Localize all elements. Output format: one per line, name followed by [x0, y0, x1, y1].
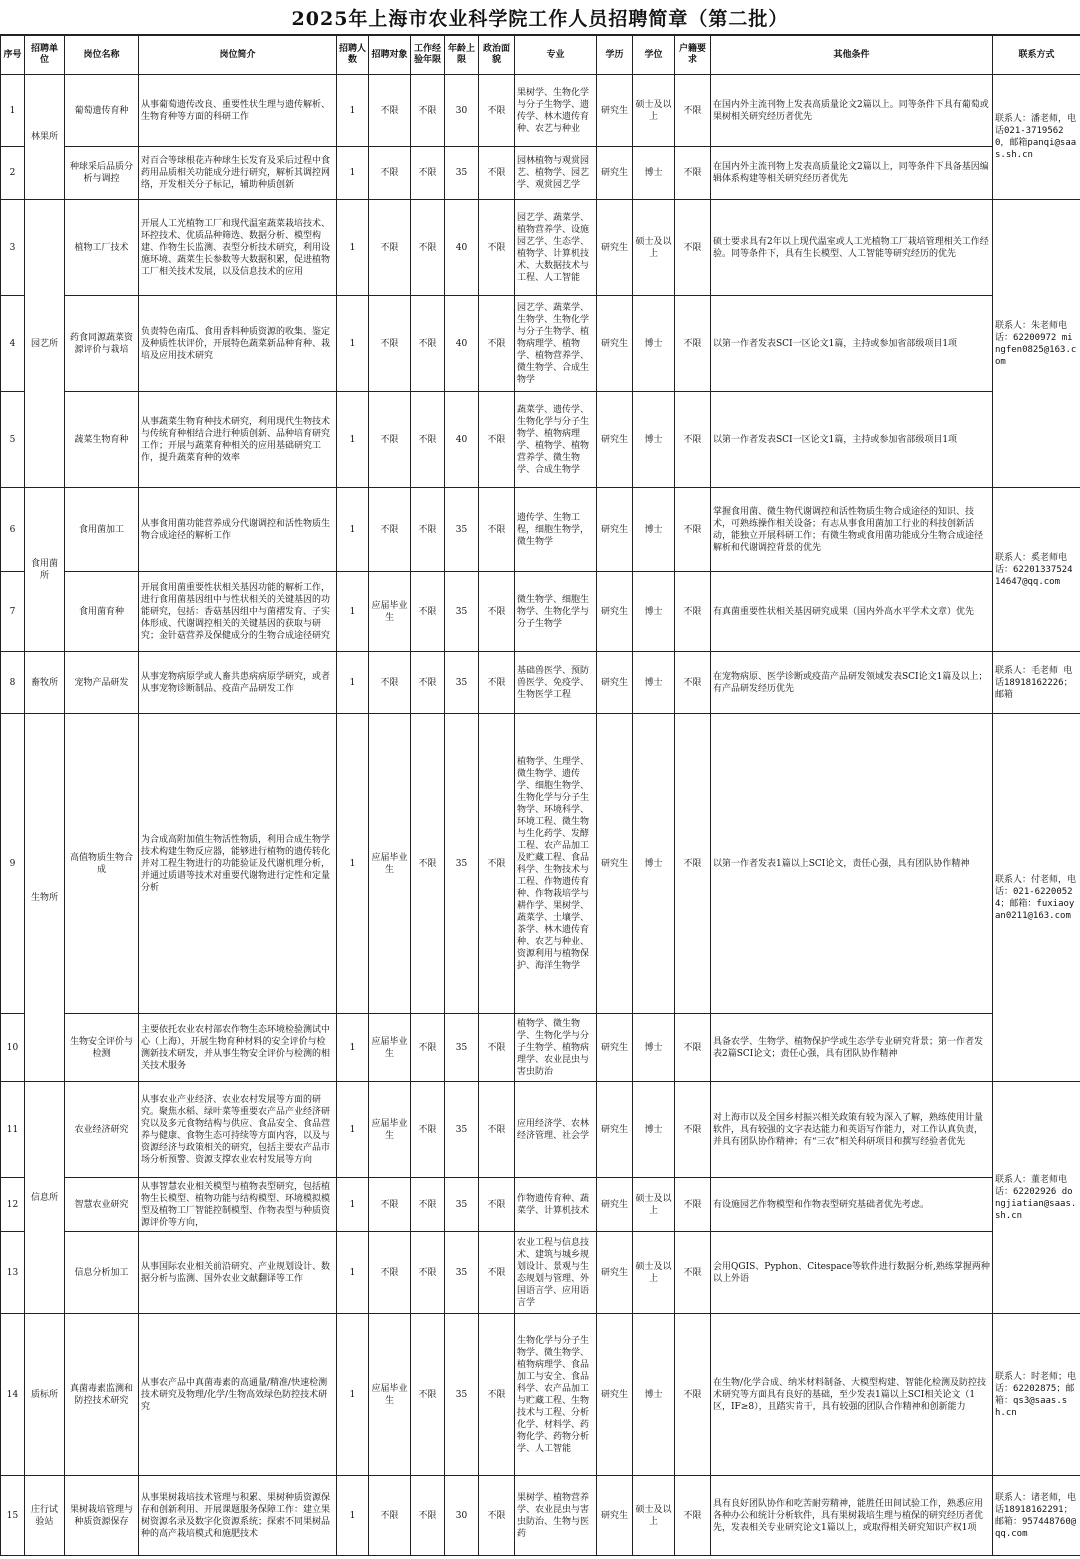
work-exp: 不限: [411, 1178, 445, 1232]
work-exp: 不限: [411, 488, 445, 572]
header-political: 政治面貌: [479, 36, 515, 75]
header-unit: 招聘单位: [25, 36, 65, 75]
political: 不限: [479, 147, 515, 200]
education: 研究生: [597, 1476, 633, 1556]
age-limit: 35: [445, 488, 479, 572]
row-index: 14: [1, 1314, 25, 1476]
position-desc: 从事果树栽培技术管理与积累、果树种质资源保存和创新利用、开展课题服务保障工作：建立果树资源名录及数字化资源系统；探索不同果树品种的高产栽培模式和施肥技术: [139, 1476, 337, 1556]
row-index: 3: [1, 200, 25, 296]
row-index: 7: [1, 572, 25, 652]
degree: 博士: [633, 572, 675, 652]
other-conditions: 在国内外主流刊物上发表高质量论文2篇以上。同等条件下具有葡萄或果树相关研究经历者优先: [711, 75, 993, 147]
major: 植物学、微生物学、生物化学与分子生物学、植物病理学、农业昆虫与害虫防治: [515, 1014, 597, 1082]
contact-info: 联系人：诸老师，电话18918162291；邮箱：957448760@qq.com: [993, 1476, 1080, 1556]
education: 研究生: [597, 296, 633, 392]
hukou: 不限: [675, 296, 711, 392]
age-limit: 30: [445, 75, 479, 147]
table-row: [1, 296, 1080, 392]
hukou: 不限: [675, 147, 711, 200]
table-row: [1, 1082, 1080, 1178]
age-limit: 35: [445, 1314, 479, 1476]
degree: 博士: [633, 1082, 675, 1178]
degree: 博士: [633, 147, 675, 200]
hukou: 不限: [675, 1476, 711, 1556]
position-desc: 从事蔬菜生物育种技术研究，利用现代生物技术与传统育种相结合进行种质创新、品种培育研究工作；开展与蔬菜育种相关的应用基础研究工作，提升蔬菜育种的效率: [139, 392, 337, 488]
hire-count: 1: [337, 1082, 369, 1178]
position-name: 食用菌育种: [65, 572, 139, 652]
hire-count: 1: [337, 1476, 369, 1556]
position-name: 药食同源蔬菜资源评价与栽培: [65, 296, 139, 392]
row-index: 8: [1, 652, 25, 714]
page-title: 2025年上海市农业科学院工作人员招聘简章（第二批）: [0, 0, 1080, 35]
education: 研究生: [597, 652, 633, 714]
contact-info: 联系人：毛老师 电话18918162226；邮箱: [993, 652, 1080, 714]
degree: 博士: [633, 296, 675, 392]
table-row: [1, 572, 1080, 652]
work-exp: 不限: [411, 147, 445, 200]
work-exp: 不限: [411, 1082, 445, 1178]
position-name: 高值物质生物合成: [65, 714, 139, 1014]
other-conditions: 有设施园艺作物模型和作物表型研究基础者优先考虑。: [711, 1178, 993, 1232]
political: 不限: [479, 488, 515, 572]
hukou: 不限: [675, 1232, 711, 1314]
degree: 硕士及以上: [633, 1232, 675, 1314]
row-index: 15: [1, 1476, 25, 1556]
political: 不限: [479, 714, 515, 1014]
major: 果树学、植物营养学、农业昆虫与害虫防治、生物与医药: [515, 1476, 597, 1556]
other-conditions: 在国内外主流刊物上发表高质量论文2篇以上，同等条件下具备基因编辑体系构建等相关研究经历者优先: [711, 147, 993, 200]
hire-target: 不限: [369, 392, 411, 488]
table-row: [1, 392, 1080, 488]
political: 不限: [479, 1314, 515, 1476]
political: 不限: [479, 75, 515, 147]
education: 研究生: [597, 714, 633, 1014]
contact-info: 联系人：潘老师，电话021-37195620，邮箱panqi@saas.sh.cn: [993, 75, 1080, 200]
header-count: 招聘人数: [337, 36, 369, 75]
header-position: 岗位名称: [65, 36, 139, 75]
work-exp: 不限: [411, 714, 445, 1014]
hire-count: 1: [337, 1014, 369, 1082]
political: 不限: [479, 1014, 515, 1082]
work-exp: 不限: [411, 200, 445, 296]
position-name: 果树栽培管理与种质资源保存: [65, 1476, 139, 1556]
table-row: [1, 1014, 1080, 1082]
hukou: 不限: [675, 75, 711, 147]
hukou: 不限: [675, 1178, 711, 1232]
header-age: 年龄上限: [445, 36, 479, 75]
position-desc: 从事葡萄遗传改良、重要性状生理与遗传解析、生物育种等方面的科研工作: [139, 75, 337, 147]
position-desc: 为合成高附加值生物活性物质，利用合成生物学技术构建生物反应器，能够进行植物的遗传转化并对工程生物进行的功能验证及代谢机理分析，并通过质谱等技术对重要代谢物进行定性和定量分析: [139, 714, 337, 1014]
unit-cell: 食用菌所: [25, 488, 65, 652]
table-row: [1, 488, 1080, 572]
hire-target: 不限: [369, 200, 411, 296]
major: 遗传学、生物工程，细胞生物学，微生物学: [515, 488, 597, 572]
hire-count: 1: [337, 572, 369, 652]
header-degree: 学位: [633, 36, 675, 75]
unit-cell: 畜牧所: [25, 652, 65, 714]
age-limit: 35: [445, 572, 479, 652]
header-target: 招聘对象: [369, 36, 411, 75]
position-desc: 从事宠物病原学或人畜共患病病原学研究，或者从事宠物诊断制品、疫苗产品研发工作: [139, 652, 337, 714]
hire-count: 1: [337, 75, 369, 147]
other-conditions: 掌握食用菌、微生物代谢调控和活性物质生物合成途径的知识、技术，可熟练操作相关设备；有志从事食用菌加工行业的科技创新活动，能独立开展科研工作；有微生物或食用菌功能成分生物合成途径解析和代谢调控背景的优先: [711, 488, 993, 572]
row-index: 9: [1, 714, 25, 1014]
position-desc: 从事农业产业经济、农业农村发展等方面的研究。聚焦水稻、绿叶菜等重要农产品产业经济研究以及多元食物结构与供应、食品安全、食品营养与健康、食物生态可持续等方面内容，以及与资源经济与政策相关的研究，包括主要农产品市场分析预警、资源支撑农业农村发展等方向: [139, 1082, 337, 1178]
major: 基础兽医学、预防兽医学、免疫学、生物医学工程: [515, 652, 597, 714]
age-limit: 35: [445, 1178, 479, 1232]
position-name: 信息分析加工: [65, 1232, 139, 1314]
hire-target: 不限: [369, 652, 411, 714]
hire-target: 应届毕业生: [369, 714, 411, 1014]
position-name: 种球采后品质分析与调控: [65, 147, 139, 200]
other-conditions: 有真菌重要性状相关基因研究成果（国内外高水平学术文章）优先: [711, 572, 993, 652]
age-limit: 30: [445, 1476, 479, 1556]
work-exp: 不限: [411, 572, 445, 652]
degree: 硕士及以上: [633, 75, 675, 147]
political: 不限: [479, 652, 515, 714]
hukou: 不限: [675, 392, 711, 488]
table-row: [1, 652, 1080, 714]
position-name: 食用菌加工: [65, 488, 139, 572]
hire-target: 应届毕业生: [369, 572, 411, 652]
hire-count: 1: [337, 488, 369, 572]
work-exp: 不限: [411, 652, 445, 714]
table-row: [1, 200, 1080, 296]
education: 研究生: [597, 1314, 633, 1476]
table-row: [1, 147, 1080, 200]
header-major: 专业: [515, 36, 597, 75]
hukou: 不限: [675, 1014, 711, 1082]
hire-target: 不限: [369, 75, 411, 147]
hire-target: 不限: [369, 147, 411, 200]
row-index: 13: [1, 1232, 25, 1314]
age-limit: 35: [445, 714, 479, 1014]
recruitment-table: [0, 35, 1080, 1556]
major: 生物化学与分子生物学、微生物学、植物病理学、食品加工与安全、食品科学、农产品加工与贮藏工程、生物技术与工程、分析化学、材料学、药物化学、药物分析学、人工智能: [515, 1314, 597, 1476]
hukou: 不限: [675, 1082, 711, 1178]
hukou: 不限: [675, 200, 711, 296]
hukou: 不限: [675, 652, 711, 714]
position-desc: 从事国际农业相关前沿研究、产业规划设计、数据分析与监测、国外农业文献翻译等工作: [139, 1232, 337, 1314]
unit-cell: 林果所: [25, 75, 65, 200]
hire-target: 不限: [369, 1178, 411, 1232]
age-limit: 35: [445, 1082, 479, 1178]
age-limit: 35: [445, 652, 479, 714]
position-desc: 从事农产品中真菌毒素的高通量/精准/快速检测技术研究及物理/化学/生物高效绿色防控技术研究: [139, 1314, 337, 1476]
row-index: 10: [1, 1014, 25, 1082]
row-index: 4: [1, 296, 25, 392]
degree: 硕士及以上: [633, 200, 675, 296]
age-limit: 40: [445, 200, 479, 296]
unit-cell: 信息所: [25, 1082, 65, 1314]
hire-target: 应届毕业生: [369, 1082, 411, 1178]
education: 研究生: [597, 1232, 633, 1314]
major: 蔬菜学、遗传学、生物化学与分子生物学、植物病理学、植物学、植物营养学、微生物学、合成生物学: [515, 392, 597, 488]
age-limit: 35: [445, 1014, 479, 1082]
political: 不限: [479, 200, 515, 296]
work-exp: 不限: [411, 75, 445, 147]
row-index: 6: [1, 488, 25, 572]
header-index: 序号: [1, 36, 25, 75]
other-conditions: 会用QGIS、Pyphon、Citespace等软件进行数据分析,熟练掌握两种以上外语: [711, 1232, 993, 1314]
degree: 博士: [633, 392, 675, 488]
other-conditions: 以第一作者发表SCI一区论文1篇，主持或参加省部级项目1项: [711, 296, 993, 392]
unit-cell: 庄行试验站: [25, 1476, 65, 1556]
major: 微生物学、细胞生物学、生物化学与分子生物学: [515, 572, 597, 652]
hire-count: 1: [337, 1178, 369, 1232]
position-desc: 从事智慧农业相关模型与植物表型研究，包括植物生长模型、植物功能与结构模型、环境模拟模型及植物工厂智能控制模型、作物表型与种质资源评价等方向，: [139, 1178, 337, 1232]
unit-cell: 园艺所: [25, 200, 65, 488]
other-conditions: 具有良好团队协作和吃苦耐劳精神，能胜任田间试验工作，熟悉应用各种办公和统计分析软件，具有果树栽培生理与植保的研究经历者优先，发表相关专业研究论文1篇以上，或取得相关研究知识产权1项: [711, 1476, 993, 1556]
political: 不限: [479, 1232, 515, 1314]
position-desc: 从事食用菌功能营养成分代谢调控和活性物质生物合成途径的解析工作: [139, 488, 337, 572]
unit-cell: 生物所: [25, 714, 65, 1082]
other-conditions: 具备农学、生物学、植物保护学或生态学专业研究背景；第一作者发表2篇SCI论文；责任心强，具有团队协作精神: [711, 1014, 993, 1082]
other-conditions: 硕士要求具有2年以上现代温室或人工光植物工厂栽培管理相关工作经验。同等条件下，具有生长模型、人工智能等研究经历的优先: [711, 200, 993, 296]
unit-cell: 质标所: [25, 1314, 65, 1476]
hire-count: 1: [337, 296, 369, 392]
education: 研究生: [597, 1014, 633, 1082]
education: 研究生: [597, 200, 633, 296]
major: 农业工程与信息技术、建筑与城乡规划设计、景观与生态规划与管理、外国语言学、应用语言学: [515, 1232, 597, 1314]
hire-target: 应届毕业生: [369, 1014, 411, 1082]
major: 园艺学、蔬菜学、植物营养学、设施园艺学、生态学、植物学、计算机技术、大数据技术与工程、人工智能: [515, 200, 597, 296]
age-limit: 40: [445, 296, 479, 392]
education: 研究生: [597, 488, 633, 572]
table-row: [1, 75, 1080, 147]
position-name: 真菌毒素监测和防控技术研究: [65, 1314, 139, 1476]
position-desc: 开展人工光植物工厂和现代温室蔬菜栽培技术、环控技术、优质品种筛选、数据分析、模型构建、作物生长监测、表型分析技术研究，利用设施环境、蔬菜生长参数等大数据积累，促进植物工厂相关技术发展，以及信息技术的应用: [139, 200, 337, 296]
header-edu: 学历: [597, 36, 633, 75]
other-conditions: 对上海市以及全国乡村振兴相关政策有较为深入了解，熟练使用计量软件，具有较强的文字表达能力和英语写作能力，对工作认真负责，并具有团队协作精神；有“三农”相关科研项目和撰写经验者优先: [711, 1082, 993, 1178]
row-index: 12: [1, 1178, 25, 1232]
work-exp: 不限: [411, 1314, 445, 1476]
table-row: [1, 1232, 1080, 1314]
header-other: 其他条件: [711, 36, 993, 75]
education: 研究生: [597, 147, 633, 200]
political: 不限: [479, 1178, 515, 1232]
position-desc: 对百合等球根花卉种球生长发育及采后过程中食药用品质相关功能成分进行研究，解析其调控网络，开发相关分子标记，辅助种质创新: [139, 147, 337, 200]
position-name: 蔬菜生物育种: [65, 392, 139, 488]
other-conditions: 以第一作者发表SCI一区论文1篇，主持或参加省部级项目1项: [711, 392, 993, 488]
degree: 博士: [633, 488, 675, 572]
other-conditions: 在宠物病原、医学诊断或疫苗产品研发领域发表SCI论文1篇及以上；有产品研发经历优先: [711, 652, 993, 714]
contact-info: 联系人：朱老师电话：62200972 mingfen0825@163.com: [993, 200, 1080, 488]
hire-count: 1: [337, 200, 369, 296]
political: 不限: [479, 572, 515, 652]
row-index: 2: [1, 147, 25, 200]
table-row: [1, 1178, 1080, 1232]
work-exp: 不限: [411, 296, 445, 392]
degree: 博士: [633, 1314, 675, 1476]
degree: 博士: [633, 714, 675, 1014]
position-name: 智慧农业研究: [65, 1178, 139, 1232]
table-row: [1, 1314, 1080, 1476]
position-name: 植物工厂技术: [65, 200, 139, 296]
major: 园林植物与观赏园艺、植物学、园艺学、观赏园艺学: [515, 147, 597, 200]
position-name: 农业经济研究: [65, 1082, 139, 1178]
header-row: [1, 36, 1080, 75]
contact-info: 联系人：付老师，电话：021-62200524；邮箱：fuxiaoyan0211@163.com: [993, 714, 1080, 1082]
degree: 硕士及以上: [633, 1476, 675, 1556]
major: 园艺学、蔬菜学、生物学、生物化学与分子生物学、植物病理学、植物学、植物营养学、微生物学、合成生物学: [515, 296, 597, 392]
hire-target: 不限: [369, 1476, 411, 1556]
education: 研究生: [597, 75, 633, 147]
header-desc: 岗位简介: [139, 36, 337, 75]
other-conditions: 在生物/化学合成、纳米材料制备、大模型构建、智能化检测及防控技术研究等方面具有良好的基础，至少发表1篇以上SCI相关论文（1区，IF≥8），且踏实肯干，具有较强的团队合作精神和创新能力: [711, 1314, 993, 1476]
table-row: [1, 714, 1080, 1014]
age-limit: 35: [445, 1232, 479, 1314]
hukou: 不限: [675, 1314, 711, 1476]
hire-target: 不限: [369, 1232, 411, 1314]
hire-count: 1: [337, 652, 369, 714]
position-name: 葡萄遗传育种: [65, 75, 139, 147]
work-exp: 不限: [411, 1476, 445, 1556]
header-exp: 工作经验年限: [411, 36, 445, 75]
hire-target: 应届毕业生: [369, 1314, 411, 1476]
header-hukou: 户籍要求: [675, 36, 711, 75]
age-limit: 40: [445, 392, 479, 488]
work-exp: 不限: [411, 1014, 445, 1082]
political: 不限: [479, 392, 515, 488]
major: 应用经济学、农林经济管理、社会学: [515, 1082, 597, 1178]
hire-count: 1: [337, 1314, 369, 1476]
header-contact: 联系方式: [993, 36, 1080, 75]
major: 作物遗传育种、蔬菜学、计算机技术: [515, 1178, 597, 1232]
work-exp: 不限: [411, 392, 445, 488]
row-index: 11: [1, 1082, 25, 1178]
work-exp: 不限: [411, 1232, 445, 1314]
education: 研究生: [597, 1082, 633, 1178]
education: 研究生: [597, 572, 633, 652]
position-desc: 主要依托农业农村部农作物生态环境检验测试中心（上海），开展生物育种材料的安全评价与检测新技术研发，并从事生物安全评价与检测的相关技术服务: [139, 1014, 337, 1082]
position-desc: 开展食用菌重要性状相关基因功能的解析工作，进行食用菌基因组中与性状相关的关键基因的功能研究，包括：香菇基因组中与菌褶发育、子实体形成、代谢调控相关的关键基因的获取与研究；金针菇营养及保健成分的生物合成途径研究: [139, 572, 337, 652]
hire-target: 不限: [369, 296, 411, 392]
other-conditions: 以第一作者发表1篇以上SCI论文，责任心强，具有团队协作精神: [711, 714, 993, 1014]
degree: 博士: [633, 652, 675, 714]
political: 不限: [479, 1476, 515, 1556]
education: 研究生: [597, 392, 633, 488]
degree: 博士: [633, 1014, 675, 1082]
political: 不限: [479, 1082, 515, 1178]
row-index: 5: [1, 392, 25, 488]
row-index: 1: [1, 75, 25, 147]
table-row: [1, 1476, 1080, 1556]
hire-count: 1: [337, 714, 369, 1014]
political: 不限: [479, 296, 515, 392]
degree: 硕士及以上: [633, 1178, 675, 1232]
position-name: 生物安全评价与检测: [65, 1014, 139, 1082]
education: 研究生: [597, 1178, 633, 1232]
hukou: 不限: [675, 572, 711, 652]
contact-info: 联系人：时老师；电话：62202875；邮箱：qs3@saas.sh.cn: [993, 1314, 1080, 1476]
hire-target: 不限: [369, 488, 411, 572]
position-desc: 负责特色南瓜、食用香料种质资源的收集、鉴定及种质性状评价，开展特色蔬菜新品种育种、栽培及应用技术研究: [139, 296, 337, 392]
contact-info: 联系人：奚老师电话：6220133752414647@qq.com: [993, 488, 1080, 652]
hire-count: 1: [337, 1232, 369, 1314]
hire-count: 1: [337, 392, 369, 488]
major: 果树学、生物化学与分子生物学、遗传学、林木遗传育种、农艺与种业: [515, 75, 597, 147]
hire-count: 1: [337, 147, 369, 200]
major: 植物学、生理学、微生物学、遗传学、细胞生物学、生物化学与分子生物学、环境科学、环境工程、微生物与生化药学、发酵工程、农产品加工及贮藏工程、食品科学、生物技术与工程、作物遗传育种、作物栽培学与耕作学、果树学、蔬菜学、土壤学、茶学、林木遗传育种、农艺与种业、资源利用与植物保护、海洋生物学: [515, 714, 597, 1014]
hukou: 不限: [675, 488, 711, 572]
hukou: 不限: [675, 714, 711, 1014]
age-limit: 35: [445, 147, 479, 200]
contact-info: 联系人：董老师电话：62202926 dongjiatian@saas.sh.cn: [993, 1082, 1080, 1314]
position-name: 宠物产品研发: [65, 652, 139, 714]
